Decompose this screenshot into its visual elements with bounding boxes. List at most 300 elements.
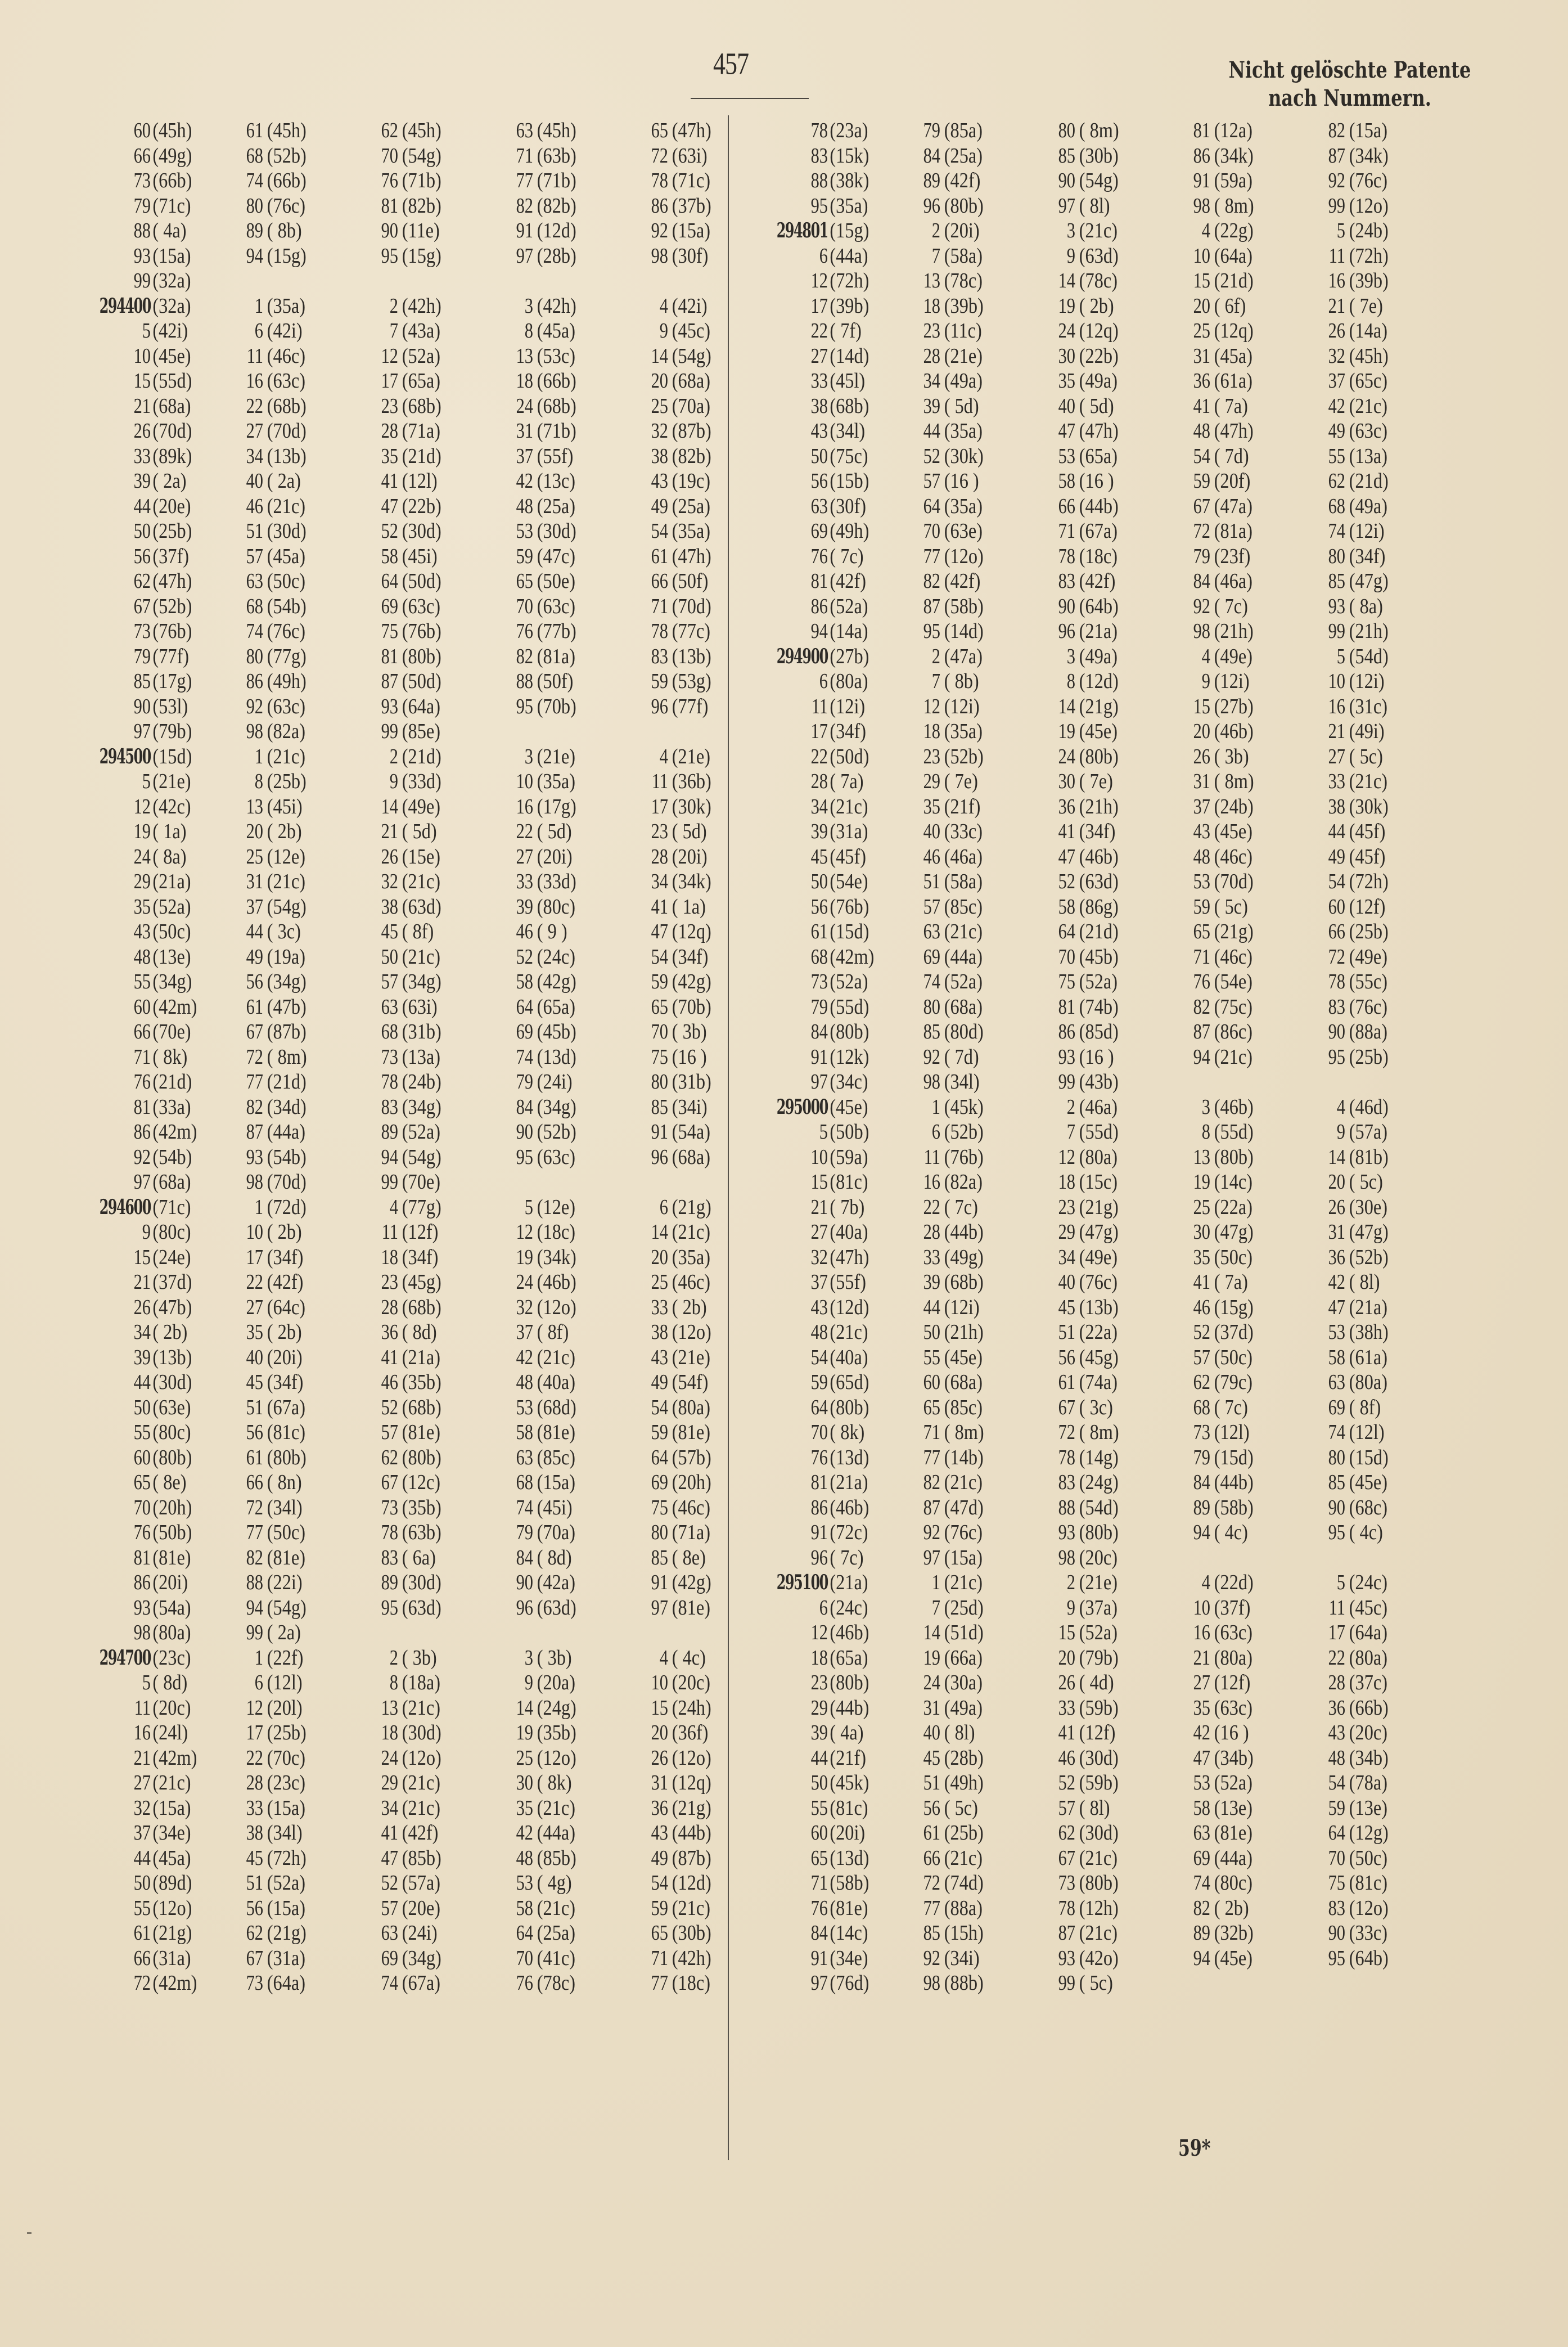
patent-class: (70e) [402, 1170, 440, 1194]
patent-entry [61, 1095, 213, 1119]
patent-class: (44a) [267, 1120, 305, 1144]
patent-number: 44 [133, 494, 151, 518]
patent-entry [348, 1770, 483, 1795]
patent-class: (24h) [672, 1696, 711, 1720]
patent-class: (68a) [672, 1145, 710, 1169]
patent-number: 57 [381, 970, 398, 994]
patent-entry [483, 744, 618, 769]
patent-entry [61, 1495, 213, 1520]
table-row [61, 1170, 753, 1195]
patent-number: 7 [1066, 1120, 1075, 1144]
patent-entry [483, 194, 618, 218]
patent-number: 97 [651, 1595, 668, 1620]
patent-number: 69 [516, 1020, 533, 1044]
patent-number: 82 [923, 1471, 940, 1495]
patent-entry [618, 669, 753, 694]
patent-entry [890, 594, 1025, 619]
patent-number: 94 [381, 1145, 398, 1169]
patent-class: (76c) [944, 1521, 983, 1545]
patent-number: 57 [923, 469, 940, 493]
patent-class: (42i) [672, 294, 708, 318]
patent-class: ( 6a) [402, 1545, 436, 1570]
patent-class: (12o) [1349, 194, 1389, 218]
patent-entry [61, 218, 213, 243]
patent-entry [213, 1971, 348, 1995]
patent-entry [348, 1921, 483, 1945]
patent-entry [1295, 244, 1430, 268]
patent-number: 12 [1058, 1145, 1075, 1169]
patent-number: 20 [651, 369, 668, 393]
patent-number: 62 [1058, 1821, 1075, 1845]
patent-class: ( 5c) [1349, 1170, 1383, 1194]
patent-class: (70d) [1214, 870, 1254, 894]
patent-number: 74 [923, 970, 940, 994]
patent-entry [890, 1720, 1025, 1745]
patent-number: 57 [246, 544, 263, 568]
table-row [744, 194, 1430, 219]
patent-number: 31 [246, 870, 263, 894]
patent-class: (12e) [267, 844, 305, 869]
patent-class: (15a) [152, 1796, 191, 1820]
table-row [744, 118, 1430, 143]
patent-entry [890, 619, 1025, 644]
patent-entry [1295, 444, 1430, 469]
patent-number: 85 [923, 1921, 940, 1945]
patent-class: (21a) [830, 1571, 868, 1595]
patent-entry [213, 1295, 348, 1320]
patent-class: (80a) [830, 669, 868, 694]
patent-class: (20h) [672, 1471, 711, 1495]
patent-class: (70b) [537, 694, 576, 718]
patent-entry [213, 519, 348, 543]
patent-class: ( 8m) [267, 1045, 307, 1069]
patent-number: 94 [246, 244, 263, 268]
patent-number: 45 [381, 920, 398, 944]
patent-class: (42m) [830, 945, 875, 969]
patent-entry [213, 1946, 348, 1971]
patent-number: 59 [651, 1420, 668, 1445]
patent-entry [213, 1770, 348, 1795]
patent-entry [1160, 769, 1295, 794]
patent-number: 51 [923, 870, 940, 894]
patent-number: 10 [246, 1220, 263, 1244]
patent-class: (44a) [830, 244, 868, 268]
patent-class: (45a) [267, 544, 305, 568]
patent-number: 79 [923, 119, 940, 143]
patent-number: 26 [133, 419, 151, 443]
patent-number: 99 [381, 720, 398, 744]
patent-number: 61 [246, 1445, 263, 1469]
patent-class: (20i) [537, 844, 573, 869]
patent-entry [744, 1871, 890, 1895]
patent-entry [1295, 1195, 1430, 1220]
patent-class: (17g) [537, 794, 576, 819]
patent-number: 84 [923, 143, 940, 168]
patent-number: 88 [133, 219, 151, 243]
patent-entry [1025, 869, 1160, 894]
patent-number: 19 [1193, 1170, 1210, 1194]
patent-number: 6 [659, 1195, 668, 1219]
patent-number: 79 [810, 995, 828, 1019]
patent-number: 81 [381, 644, 398, 668]
patent-entry [1295, 1345, 1430, 1370]
table-row [744, 869, 1430, 894]
patent-number: 23 [923, 319, 940, 343]
patent-class: (13a) [1349, 444, 1387, 468]
patent-number: 11 [811, 694, 828, 718]
patent-entry [1295, 1320, 1430, 1345]
patent-class: (30k) [944, 444, 984, 468]
patent-entry [744, 945, 890, 969]
patent-number: 31 [1193, 770, 1210, 794]
patent-entry [618, 1145, 753, 1170]
patent-number: 49 [246, 945, 263, 969]
patent-entry [1295, 344, 1430, 368]
patent-class: (21g) [1079, 694, 1119, 718]
patent-entry [483, 394, 618, 419]
table-row [744, 1545, 1430, 1571]
patent-class: (45e) [152, 344, 191, 368]
patent-class: (37f) [152, 544, 189, 568]
patent-class: (65c) [1349, 369, 1387, 393]
patent-entry [1160, 1095, 1295, 1119]
patent-number: 57 [1058, 1796, 1075, 1820]
patent-entry [1295, 1520, 1430, 1545]
patent-class: (45g) [1079, 1345, 1119, 1369]
patent-class: (53g) [672, 669, 711, 694]
patent-class: (45e) [1079, 720, 1118, 744]
patent-entry [744, 1220, 890, 1244]
table-row [61, 1069, 753, 1095]
table-row [61, 519, 753, 544]
patent-class: ( 8e) [152, 1471, 187, 1495]
patent-number: 97 [923, 1545, 940, 1570]
patent-number: 95 [1328, 1946, 1345, 1970]
table-row [744, 1495, 1430, 1521]
patent-entry [1025, 819, 1160, 844]
patent-number: 80 [1058, 119, 1075, 143]
patent-number: 34 [381, 1796, 398, 1820]
table-row [61, 1195, 753, 1220]
patent-number: 60 [133, 119, 151, 143]
patent-class: (45i) [402, 544, 438, 568]
patent-number: 49 [651, 1370, 668, 1395]
patent-number: 75 [381, 619, 398, 644]
patent-class: ( 7a) [1214, 394, 1248, 418]
patent-class: (14a) [1349, 319, 1387, 343]
patent-number: 29 [133, 870, 151, 894]
patent-entry [213, 594, 348, 619]
patent-entry [890, 1896, 1025, 1921]
patent-entry [348, 444, 483, 469]
patent-entry [61, 1545, 213, 1570]
patent-entry [1025, 1370, 1160, 1395]
patent-number: 87 [1058, 1921, 1075, 1945]
patent-class: ( 8d) [152, 1671, 188, 1695]
patent-number: 99 [246, 1621, 263, 1645]
patent-class: (21e) [672, 744, 710, 768]
patent-class: (71c) [152, 194, 191, 218]
patent-number: 45 [246, 1370, 263, 1395]
patent-number: 85 [1328, 1471, 1345, 1495]
patent-class: ( 5c) [944, 1796, 978, 1820]
patent-entry [744, 869, 890, 894]
patent-class: (14g) [1079, 1445, 1119, 1469]
patent-entry [744, 118, 890, 143]
patent-number: 99 [1058, 1070, 1075, 1094]
patent-class: (21c) [830, 794, 868, 819]
patent-number: 17 [810, 294, 828, 318]
patent-number: 38 [246, 1821, 263, 1845]
patent-class: (76b) [944, 1145, 984, 1169]
patent-class: (24i) [402, 1921, 438, 1945]
patent-number: 6 [254, 1671, 263, 1695]
patent-entry [1295, 1921, 1430, 1945]
patent-class: (42a) [537, 1571, 575, 1595]
patent-number: 75 [1058, 970, 1075, 994]
table-row [744, 669, 1430, 694]
patent-number: 63 [246, 569, 263, 594]
patent-number: 41 [1058, 820, 1075, 844]
patent-number: 56 [923, 1796, 940, 1820]
patent-entry [348, 969, 483, 994]
patent-number: 78 [651, 619, 668, 644]
patent-class: (46c) [267, 344, 305, 368]
patent-class: (30b) [672, 1921, 711, 1945]
patent-entry [348, 719, 483, 744]
patent-number: 6 [819, 1595, 828, 1620]
patent-entry [618, 469, 753, 493]
patent-class: (14d) [944, 619, 984, 644]
patent-entry [1160, 244, 1295, 268]
patent-entry [1160, 1470, 1295, 1495]
patent-number: 54 [651, 519, 668, 543]
patent-class: (80b) [267, 1445, 307, 1469]
patent-number: 55 [133, 1896, 151, 1920]
patent-class: (80b) [402, 644, 441, 668]
patent-entry [61, 1345, 213, 1370]
patent-entry [744, 1670, 890, 1695]
patent-number: 37 [516, 1320, 533, 1345]
patent-number: 11 [1328, 1595, 1345, 1620]
patent-entry [1295, 1370, 1430, 1395]
patent-entry [618, 1095, 753, 1119]
patent-entry [1025, 1545, 1160, 1570]
patent-class: (37a) [1079, 1595, 1118, 1620]
patent-class: (79b) [1079, 1645, 1119, 1670]
patent-number: 71 [133, 1045, 151, 1069]
patent-number: 64 [651, 1445, 668, 1469]
patent-number: 78 [381, 1521, 398, 1545]
table-row [744, 1195, 1430, 1220]
patent-entry [1160, 444, 1295, 469]
patent-entry [61, 168, 213, 193]
patent-class: (54g) [267, 1595, 307, 1620]
patent-number: 54 [651, 945, 668, 969]
patent-class: (47b) [267, 995, 307, 1019]
patent-entry [348, 1796, 483, 1820]
patent-entry [744, 368, 890, 393]
patent-entry [1160, 719, 1295, 744]
table-row [61, 1045, 753, 1070]
patent-class: (13e) [1214, 1796, 1252, 1820]
patent-number: 8 [254, 770, 263, 794]
patent-class: (87b) [672, 1846, 711, 1870]
patent-entry [744, 1019, 890, 1044]
patent-entry [1160, 268, 1295, 293]
patent-class: (77g) [402, 1195, 441, 1219]
patent-class: ( 8f) [402, 920, 434, 944]
patent-entry [618, 594, 753, 619]
patent-entry [618, 1370, 753, 1395]
patent-entry [744, 1270, 890, 1294]
table-row [61, 1395, 753, 1420]
table-row [61, 1119, 753, 1145]
patent-number: 23 [923, 744, 940, 768]
patent-class: (80b) [1079, 744, 1119, 768]
patent-number: 5 [142, 1671, 151, 1695]
patent-class: ( 5c) [1214, 894, 1248, 919]
patent-number: 91 [810, 1521, 828, 1545]
patent-class: (47g) [1349, 569, 1389, 594]
patent-class: (45f) [1349, 844, 1386, 869]
patent-class: (42f) [267, 1270, 304, 1294]
patent-entry [890, 669, 1025, 694]
patent-entry [744, 419, 890, 443]
patent-class: (71c) [152, 1195, 191, 1219]
patent-number: 28 [381, 419, 398, 443]
patent-number: 31 [1328, 1220, 1345, 1244]
patent-entry [744, 1570, 890, 1595]
patent-class: (55d) [152, 369, 192, 393]
patent-class: (77b) [537, 619, 576, 644]
patent-class: (78c) [537, 1971, 575, 1995]
table-row [744, 1520, 1430, 1545]
patent-entry [744, 294, 890, 318]
patent-number: 47 [1058, 844, 1075, 869]
patent-entry [1025, 1720, 1160, 1745]
patent-column-left [61, 118, 753, 1996]
patent-number: 69 [651, 1471, 668, 1495]
patent-number: 72 [923, 1871, 940, 1895]
patent-entry [890, 218, 1025, 243]
patent-number: 26 [1328, 319, 1345, 343]
patent-class: ( 1a) [152, 820, 187, 844]
patent-number: 94 [1193, 1045, 1210, 1069]
patent-number: 52 [516, 945, 533, 969]
patent-class: (15a) [152, 244, 191, 268]
patent-entry [61, 1746, 213, 1770]
table-row [61, 1220, 753, 1245]
patent-class: (23a) [830, 119, 868, 143]
patent-entry [618, 769, 753, 794]
patent-entry [483, 1270, 618, 1294]
patent-class: (47h) [1079, 419, 1119, 443]
patent-class: (39b) [944, 294, 984, 318]
patent-number: 10 [1328, 669, 1345, 694]
patent-number: 20 [1193, 294, 1210, 318]
patent-class: (52b) [944, 1120, 984, 1144]
patent-number: 65 [133, 1471, 151, 1495]
patent-column-right [744, 118, 1430, 1996]
patent-entry [744, 719, 890, 744]
patent-entry [1025, 1595, 1160, 1620]
patent-entry [1160, 494, 1295, 519]
patent-entry [744, 469, 890, 493]
patent-entry [483, 318, 618, 343]
patent-entry [483, 669, 618, 694]
patent-number: 21 [1328, 720, 1345, 744]
patent-class: (72h) [830, 269, 869, 293]
patent-entry [483, 644, 618, 669]
patent-class: (55f) [537, 444, 574, 468]
patent-entry [1295, 1145, 1430, 1170]
patent-number: 27 [1193, 1671, 1210, 1695]
patent-number: 38 [651, 1320, 668, 1345]
patent-entry [61, 469, 213, 493]
patent-number: 86 [133, 1571, 151, 1595]
patent-entry [1160, 1620, 1295, 1645]
patent-entry [618, 1796, 753, 1820]
patent-class: (32a) [152, 269, 191, 293]
table-row [744, 1220, 1430, 1245]
patent-number: 54 [651, 1395, 668, 1419]
patent-entry [1295, 619, 1430, 644]
patent-class: (72d) [267, 1195, 307, 1219]
patent-entry [483, 894, 618, 919]
patent-entry [213, 1095, 348, 1119]
patent-class: (50c) [267, 1521, 305, 1545]
patent-class: (30f) [672, 244, 709, 268]
patent-class: (46c) [672, 1270, 710, 1294]
table-row [61, 1620, 753, 1645]
patent-class: (21c) [944, 1571, 983, 1595]
patent-class: (14c) [1214, 1170, 1252, 1194]
patent-entry [1160, 1645, 1295, 1670]
patent-number: 40 [1058, 1270, 1075, 1294]
patent-entry [618, 969, 753, 994]
patent-entry [348, 769, 483, 794]
patent-number: 73 [1193, 1420, 1210, 1445]
patent-entry [213, 1595, 348, 1620]
patent-class: (47h) [152, 569, 192, 594]
patent-entry [890, 194, 1025, 218]
patent-entry [1160, 995, 1295, 1019]
patent-class: (34c) [830, 1070, 868, 1094]
patent-number: 86 [810, 1495, 828, 1519]
patent-entry [744, 519, 890, 543]
patent-number: 83 [1058, 569, 1075, 594]
patent-entry [213, 819, 348, 844]
patent-class: (58a) [944, 244, 983, 268]
patent-entry [1160, 1420, 1295, 1445]
patent-entry [618, 1395, 753, 1420]
patent-entry [348, 1145, 483, 1170]
patent-entry [1160, 1220, 1295, 1244]
patent-number: 74 [381, 1971, 398, 1995]
patent-number: 88 [810, 169, 828, 193]
patent-entry [890, 168, 1025, 193]
patent-entry [744, 444, 890, 469]
patent-number: 81 [381, 194, 398, 218]
patent-number: 62 [246, 1921, 263, 1945]
patent-class: (54a) [152, 1595, 191, 1620]
patent-class: (20i) [267, 1345, 303, 1369]
patent-class: (80a) [1349, 1370, 1387, 1395]
patent-class: (50d) [402, 569, 441, 594]
patent-number: 19 [133, 820, 151, 844]
patent-number: 66 [1058, 494, 1075, 518]
